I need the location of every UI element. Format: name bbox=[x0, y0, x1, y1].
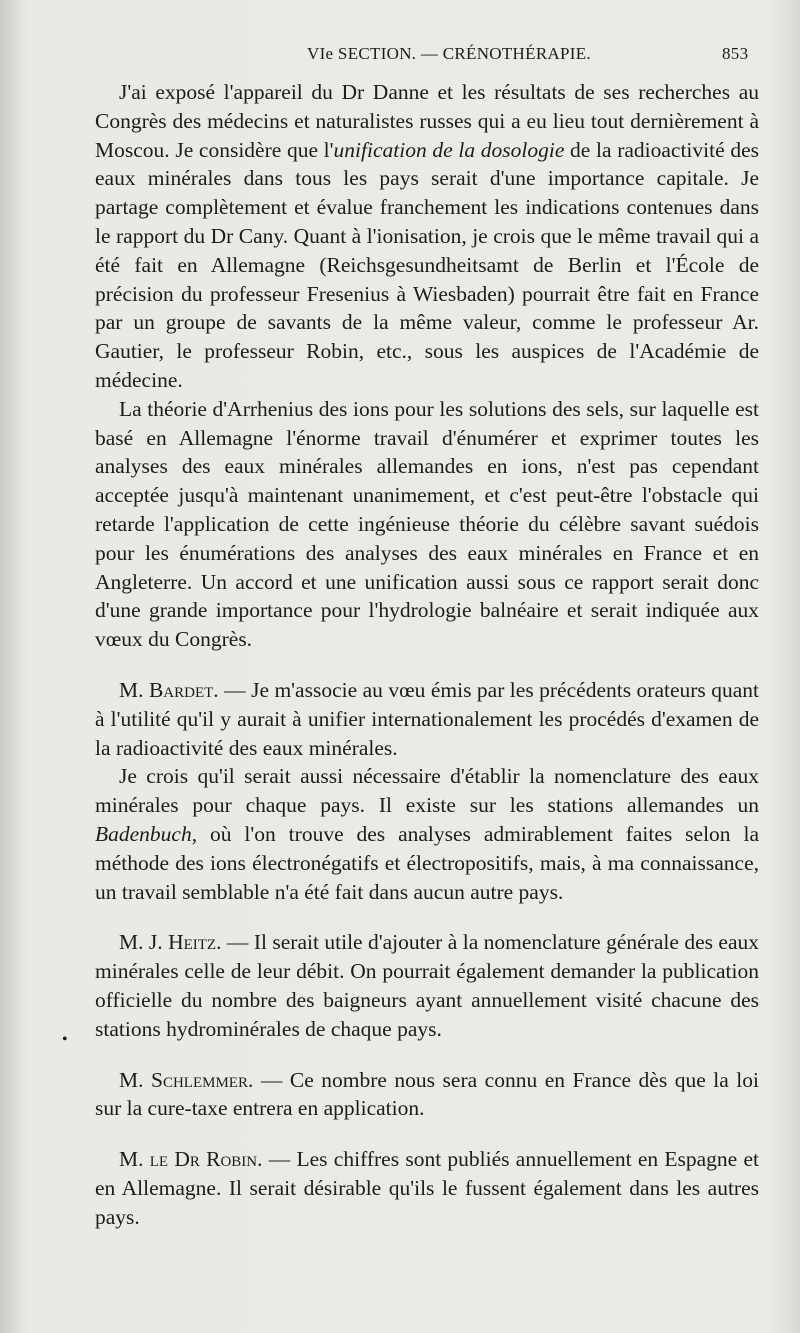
paragraph-robin: M. le Dr Robin. — Les chiffres sont publiés annuellement en Espagne et en Allemagne. Il serait désirable qu'ils le fussent également dans les autres pays. bbox=[95, 1147, 759, 1229]
paragraph-bardet: M. Bardet. — Je m'associe au vœu émis par les précédents orateurs quant à l'utilité qu'il y aurait à unifier internationalement les procédés d'examen de la radioactivité des eaux minérales. bbox=[95, 677, 759, 760]
paragraph-schlemmer: M. Schlemmer. — Ce nombre nous sera connu en France dès que la loi sur la cure-taxe entrera en application. bbox=[95, 1067, 759, 1121]
paragraph-heitz: M. J. Heitz. — Il serait utile d'ajouter à la nomenclature générale des eaux minérales celle de leur débit. On pourrait également demander la publication officielle du nombre des baigneurs ayant annuellement visité chacune des stations hydrominérales de chaque pays. bbox=[95, 930, 759, 1041]
speaker-name: M. Schlemmer. bbox=[119, 1067, 254, 1092]
paragraph-nomenclature: Je crois qu'il serait aussi nécessaire d'établir la nomenclature des eaux minérales pour chaque pays. Il existe sur les stations allemandes un Badenbuch, où l'on trouve des analyses admirablement faites selon la méthode des ions électronégatifs et électropositifs, mais, à ma connaissance, un travail semblable n'a été fait dans aucun autre pays. bbox=[95, 764, 759, 904]
page-number: 853 bbox=[722, 44, 749, 63]
body-text bbox=[95, 78, 759, 1231]
speaker-name: M. Bardet. bbox=[119, 677, 219, 702]
paragraph-arrhenius: La théorie d'Arrhenius des ions pour les solutions des sels, sur laquelle est basé en Allemagne l'énorme travail d'énumérer et exprimer toutes les analyses des eaux minérales allemandes en ions, n'est pas cependant acceptée jusqu'à maintenant unanimement, et c'est peut-être l'obstacle qui retarde l'application de cette ingénieuse théorie du célèbre savant suédois pour les énumérations des analyses des eaux minérales en France et en Angleterre. Un accord et une unification aussi sous ce rapport serait donc d'une grande importance pour l'hydrologie balnéaire et serait indiquée aux vœux du Congrès. bbox=[95, 396, 759, 652]
page-gutter-shadow bbox=[0, 0, 24, 1333]
page-header bbox=[0, 44, 800, 72]
speaker-name: M. le Dr Robin. bbox=[119, 1147, 263, 1172]
margin-bullet: • bbox=[62, 1031, 68, 1048]
running-title: VIe SECTION. — CRÉNOTHÉRAPIE. bbox=[307, 44, 591, 63]
speaker-name: M. J. Heitz. bbox=[119, 930, 222, 955]
paragraph-danne: J'ai exposé l'appareil du Dr Danne et les résultats de ses recherches au Congrès des médecins et naturalistes russes qui a eu lieu tout dernièrement à Moscou. Je considère que l'unification de la dosologie de la radioactivité des eaux minérales dans tous les pays serait d'une importance capitale. Je partage complètement et évalue franchement les indications contenues dans le rapport du Dr Cany. Quant à l'ionisation, je crois que le même travail qui a été fait en Allemagne (Reichsgesundheitsamt de Berlin et l'École de précision du professeur Fresenius à Wiesbaden) pourrait être fait en France par un groupe de savants de la même valeur, comme le professeur Ar. Gautier, le professeur Robin, etc., sous les auspices de l'Académie de médecine. bbox=[95, 80, 759, 392]
